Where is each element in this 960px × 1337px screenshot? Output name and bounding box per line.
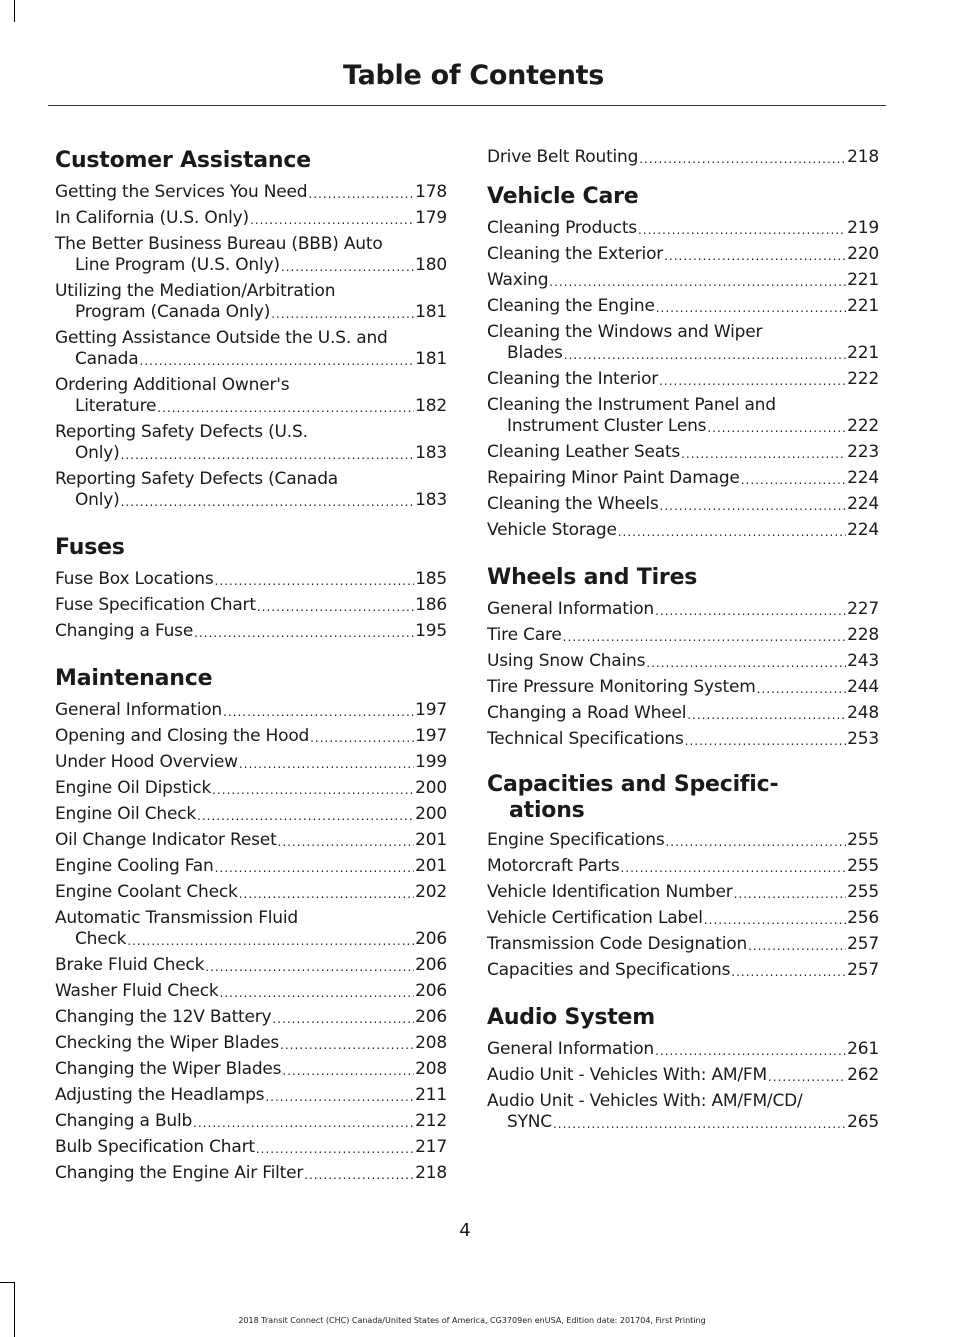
toc-entry-text: Engine Coolant Check xyxy=(55,882,238,902)
dot-leader xyxy=(282,1062,414,1080)
dot-leader xyxy=(681,445,846,463)
toc-entry-text: Literature xyxy=(75,396,157,416)
section-vehicle-care xyxy=(487,182,879,541)
toc-entry-page: 228 xyxy=(847,625,879,645)
dot-leader xyxy=(250,211,414,229)
dot-leader xyxy=(197,807,414,825)
toc-entry-page: 180 xyxy=(415,255,447,275)
dot-leader xyxy=(140,352,415,370)
toc-entry-text: Vehicle Storage xyxy=(487,520,617,540)
dot-leader xyxy=(310,729,414,747)
toc-entry-text: Blades xyxy=(507,343,563,363)
dot-leader xyxy=(768,1068,846,1086)
toc-entry-text: Checking the Wiper Blades xyxy=(55,1033,280,1053)
toc-entry-page: 227 xyxy=(847,599,879,619)
toc-entry[interactable] xyxy=(487,882,879,903)
toc-entry-page: 261 xyxy=(847,1039,879,1059)
toc-entry-multiline[interactable] xyxy=(55,422,447,464)
toc-entry-text: Changing the Engine Air Filter xyxy=(55,1163,304,1183)
toc-entry[interactable] xyxy=(487,830,879,851)
toc-entry[interactable] xyxy=(55,1059,447,1080)
toc-entry-page: 243 xyxy=(847,651,879,671)
toc-entry-page: 220 xyxy=(847,244,879,264)
toc-entry[interactable] xyxy=(55,700,447,721)
toc-entry-text: Vehicle Certification Label xyxy=(487,908,703,928)
toc-entry[interactable] xyxy=(487,343,879,364)
toc-entry-page: 181 xyxy=(415,302,447,322)
toc-entry-text-line1: Getting Assistance Outside the U.S. and xyxy=(55,328,388,348)
toc-entry[interactable] xyxy=(487,369,879,390)
toc-entry-page: 212 xyxy=(415,1111,447,1131)
toc-entry-page: 218 xyxy=(847,147,879,167)
toc-entry-page: 183 xyxy=(415,490,447,510)
toc-entry-multiline[interactable] xyxy=(55,281,447,323)
toc-entry[interactable] xyxy=(55,1111,447,1132)
dot-leader xyxy=(620,859,846,877)
dot-leader xyxy=(193,1114,414,1132)
toc-entry[interactable] xyxy=(55,856,447,877)
dot-leader xyxy=(220,984,415,1002)
toc-entry-page: 257 xyxy=(847,934,879,954)
toc-entry[interactable] xyxy=(55,981,447,1002)
toc-entry[interactable] xyxy=(487,520,879,541)
toc-entry-text: Waxing xyxy=(487,270,549,290)
toc-entry-page: 223 xyxy=(847,442,879,462)
toc-entry-text-line1: Cleaning the Windows and Wiper xyxy=(487,322,763,342)
dot-leader xyxy=(656,299,846,317)
toc-entry[interactable] xyxy=(55,349,447,370)
toc-entry-page: 255 xyxy=(847,856,879,876)
toc-entry-text: Cleaning Products xyxy=(487,218,637,238)
crop-mark-top-left xyxy=(14,0,15,22)
crop-mark-bottom-left-h xyxy=(0,1282,14,1283)
toc-entry[interactable] xyxy=(487,296,879,317)
toc-entry-text: Using Snow Chains xyxy=(487,651,646,671)
toc-entry-text: SYNC xyxy=(507,1112,552,1132)
toc-entry-page: 255 xyxy=(847,830,879,850)
dot-leader xyxy=(664,247,846,265)
toc-entry-page: 265 xyxy=(847,1112,879,1132)
left-column xyxy=(55,146,447,1206)
toc-entry[interactable] xyxy=(55,1163,447,1184)
dot-leader xyxy=(734,885,847,903)
section-wheels-tires xyxy=(487,563,879,750)
toc-entry-text: General Information xyxy=(55,700,223,720)
toc-entry[interactable] xyxy=(487,270,879,291)
toc-entry-text: Cleaning the Exterior xyxy=(487,244,664,264)
dot-leader xyxy=(215,859,415,877)
toc-entry[interactable] xyxy=(55,1137,447,1158)
toc-entry-text: Motorcraft Parts xyxy=(487,856,620,876)
dot-leader xyxy=(646,654,846,672)
section-fuses xyxy=(55,533,447,642)
section-heading xyxy=(487,772,879,824)
toc-entry-text-line1: Reporting Safety Defects (U.S. xyxy=(55,422,308,442)
crop-mark-bottom-left xyxy=(14,1282,15,1337)
toc-entry[interactable] xyxy=(487,729,879,750)
toc-entry[interactable] xyxy=(55,882,447,903)
toc-entry-text: Repairing Minor Paint Damage xyxy=(487,468,740,488)
dot-leader xyxy=(660,497,847,515)
toc-entry-text: Program (Canada Only) xyxy=(75,302,271,322)
toc-entry-text: Engine Specifications xyxy=(487,830,665,850)
toc-entry-text: Only) xyxy=(75,443,120,463)
footer-edition: 2018 Transit Connect (CHC) Canada/United States of America, CG3709en enUSA, Edition date: 201704, First Printing xyxy=(238,1316,706,1325)
toc-entry-page: 200 xyxy=(415,804,447,824)
dot-leader xyxy=(553,1115,846,1133)
toc-entry[interactable] xyxy=(487,442,879,463)
toc-entry-page: 181 xyxy=(415,349,447,369)
toc-entry-page: 211 xyxy=(415,1085,447,1105)
toc-entry[interactable] xyxy=(55,752,447,773)
section-capacities xyxy=(487,772,879,981)
dot-leader xyxy=(659,372,846,390)
toc-entry-text: Fuse Specification Chart xyxy=(55,595,256,615)
dot-leader xyxy=(655,602,846,620)
dot-leader xyxy=(121,493,415,511)
toc-entry-text: General Information xyxy=(487,599,655,619)
toc-entry-text: Changing a Fuse xyxy=(55,621,194,641)
toc-entry[interactable] xyxy=(55,1085,447,1106)
toc-entry-page: 256 xyxy=(847,908,879,928)
toc-entry-page: 206 xyxy=(415,1007,447,1027)
dot-leader xyxy=(704,911,846,929)
toc-entry-text-line1: Ordering Additional Owner's xyxy=(55,375,290,395)
toc-entry-multiline[interactable] xyxy=(487,395,879,437)
dot-leader xyxy=(271,305,414,323)
dot-leader xyxy=(205,958,414,976)
toc-entry[interactable] xyxy=(55,778,447,799)
toc-entry[interactable] xyxy=(487,703,879,724)
toc-entry[interactable] xyxy=(55,621,447,642)
dot-leader xyxy=(280,1036,414,1054)
toc-entry-multiline[interactable] xyxy=(55,328,447,370)
dot-leader xyxy=(239,885,415,903)
toc-entry-page: 206 xyxy=(415,955,447,975)
dot-leader xyxy=(281,258,414,276)
dot-leader xyxy=(257,598,414,616)
toc-entry-text-line1: The Better Business Bureau (BBB) Auto xyxy=(55,234,383,254)
toc-entry[interactable] xyxy=(487,960,879,981)
toc-entry-text: Check xyxy=(75,929,127,949)
toc-entry[interactable] xyxy=(487,494,879,515)
toc-entry-page: 206 xyxy=(415,929,447,949)
page-number: 4 xyxy=(459,1220,471,1241)
toc-entry-page: 208 xyxy=(415,1059,447,1079)
title-rule xyxy=(48,105,886,106)
toc-entry[interactable] xyxy=(487,1065,879,1086)
toc-entry[interactable] xyxy=(55,1007,447,1028)
toc-entry-page: 255 xyxy=(847,882,879,902)
toc-entry-page: 253 xyxy=(847,729,879,749)
toc-entry[interactable] xyxy=(55,955,447,976)
section-maintenance xyxy=(55,664,447,1184)
toc-entry-text: Technical Specifications xyxy=(487,729,684,749)
toc-entry-page: 208 xyxy=(415,1033,447,1053)
toc-entry-text: Changing the Wiper Blades xyxy=(55,1059,282,1079)
toc-entry-page: 179 xyxy=(415,208,447,228)
toc-entry[interactable] xyxy=(55,1033,447,1054)
section-heading: Maintenance xyxy=(55,666,213,691)
toc-entry-page: 199 xyxy=(415,752,447,772)
dot-leader xyxy=(223,703,414,721)
dot-leader xyxy=(638,221,846,239)
toc-entry-page: 197 xyxy=(415,700,447,720)
dot-leader xyxy=(741,471,846,489)
dot-leader xyxy=(121,446,415,464)
dot-leader xyxy=(665,833,846,851)
dot-leader xyxy=(256,1140,414,1158)
dot-leader xyxy=(278,833,415,851)
dot-leader xyxy=(127,932,414,950)
toc-entry[interactable] xyxy=(487,1112,879,1133)
toc-entry-text: Capacities and Specifications xyxy=(487,960,731,980)
toc-entry-page: 222 xyxy=(847,369,879,389)
section-audio xyxy=(487,1003,879,1133)
toc-entry-page: 217 xyxy=(415,1137,447,1157)
toc-entry-page: 201 xyxy=(415,856,447,876)
toc-entry[interactable] xyxy=(55,595,447,616)
dot-leader xyxy=(618,523,846,541)
toc-entry[interactable] xyxy=(487,856,879,877)
toc-entry-text-line1: Cleaning the Instrument Panel and xyxy=(487,395,776,415)
toc-entry-text: Instrument Cluster Lens xyxy=(507,416,707,436)
section-heading-line1: Capacities and Specific- xyxy=(487,772,779,797)
dot-leader xyxy=(731,963,846,981)
dot-leader xyxy=(563,628,847,646)
toc-entry-text: Only) xyxy=(75,490,120,510)
toc-entry[interactable] xyxy=(487,908,879,929)
toc-entry-text: Getting the Services You Need xyxy=(55,182,308,202)
toc-entry-page: 195 xyxy=(415,621,447,641)
section-top xyxy=(487,147,879,168)
toc-entry-text: Audio Unit - Vehicles With: AM/FM xyxy=(487,1065,767,1085)
dot-leader xyxy=(685,732,846,750)
toc-entry-multiline[interactable] xyxy=(487,1091,879,1133)
toc-entry-page: 262 xyxy=(847,1065,879,1085)
right-column xyxy=(487,147,879,1155)
toc-entry-page: 224 xyxy=(847,468,879,488)
toc-entry[interactable] xyxy=(487,218,879,239)
toc-entry[interactable] xyxy=(55,569,447,590)
toc-entry[interactable] xyxy=(55,726,447,747)
toc-entry-text: Bulb Specification Chart xyxy=(55,1137,255,1157)
dot-leader xyxy=(272,1010,414,1028)
toc-entry-page: 257 xyxy=(847,960,879,980)
toc-entry-text: Vehicle Identification Number xyxy=(487,882,733,902)
toc-entry[interactable] xyxy=(55,208,447,229)
toc-entry-text: Fuse Box Locations xyxy=(55,569,214,589)
toc-entry[interactable] xyxy=(487,468,879,489)
toc-entry[interactable] xyxy=(487,244,879,265)
toc-entry-page: 244 xyxy=(847,677,879,697)
dot-leader xyxy=(707,419,846,437)
toc-entry[interactable] xyxy=(55,804,447,825)
toc-entry-multiline[interactable] xyxy=(55,908,447,950)
dot-leader xyxy=(748,937,846,955)
toc-entry[interactable] xyxy=(487,934,879,955)
section-heading: Audio System xyxy=(487,1005,655,1030)
section-heading: Fuses xyxy=(55,535,125,560)
toc-entry-page: 222 xyxy=(847,416,879,436)
toc-entry-text: Washer Fluid Check xyxy=(55,981,219,1001)
toc-entry-text: Cleaning Leather Seats xyxy=(487,442,681,462)
toc-entry-page: 224 xyxy=(847,494,879,514)
toc-entry[interactable] xyxy=(55,490,447,511)
toc-entry-page: 206 xyxy=(415,981,447,1001)
toc-entry[interactable] xyxy=(487,1039,879,1060)
toc-entry[interactable] xyxy=(487,677,879,698)
section-heading: Customer Assistance xyxy=(55,148,311,173)
dot-leader xyxy=(215,572,415,590)
toc-entry[interactable] xyxy=(55,929,447,950)
toc-entry-text: Cleaning the Interior xyxy=(487,369,659,389)
section-heading: Wheels and Tires xyxy=(487,565,698,590)
section-heading: Vehicle Care xyxy=(487,184,639,209)
toc-entry[interactable] xyxy=(487,651,879,672)
dot-leader xyxy=(639,150,846,168)
toc-entry[interactable] xyxy=(55,255,447,276)
toc-entry-page: 248 xyxy=(847,703,879,723)
toc-entry-page: 218 xyxy=(415,1163,447,1183)
toc-entry-page: 201 xyxy=(415,830,447,850)
toc-entry-page: 224 xyxy=(847,520,879,540)
toc-entry-text: Engine Cooling Fan xyxy=(55,856,214,876)
toc-entry-text: Cleaning the Engine xyxy=(487,296,655,316)
toc-entry-text: Tire Pressure Monitoring System xyxy=(487,677,756,697)
toc-entry-text-line1: Audio Unit - Vehicles With: AM/FM/CD/ xyxy=(487,1091,803,1111)
toc-entry[interactable] xyxy=(55,396,447,417)
toc-entry-multiline[interactable] xyxy=(55,469,447,511)
dot-leader xyxy=(157,399,414,417)
toc-entry[interactable] xyxy=(55,182,447,203)
dot-leader xyxy=(687,706,846,724)
section-heading-line2: ations xyxy=(509,798,585,823)
toc-entry-page: 221 xyxy=(847,343,879,363)
toc-entry-text: Canada xyxy=(75,349,139,369)
toc-entry-text: In California (U.S. Only) xyxy=(55,208,249,228)
toc-entry[interactable] xyxy=(487,416,879,437)
toc-entry-page: 200 xyxy=(415,778,447,798)
toc-entry[interactable] xyxy=(55,443,447,464)
toc-entry-multiline[interactable] xyxy=(55,234,447,276)
page-title: Table of Contents xyxy=(342,60,604,91)
dot-leader xyxy=(265,1088,414,1106)
toc-entry-page: 182 xyxy=(415,396,447,416)
toc-entry[interactable] xyxy=(487,625,879,646)
dot-leader xyxy=(212,781,414,799)
toc-entry-text-line1: Utilizing the Mediation/Arbitration xyxy=(55,281,336,301)
toc-entry-text: General Information xyxy=(487,1039,655,1059)
dot-leader xyxy=(304,1166,414,1184)
dot-leader xyxy=(194,624,414,642)
dot-leader xyxy=(655,1042,846,1060)
toc-entry-page: 185 xyxy=(415,569,447,589)
toc-entry-text: Changing a Bulb xyxy=(55,1111,193,1131)
toc-entry-text: Engine Oil Check xyxy=(55,804,196,824)
toc-entry-page: 202 xyxy=(415,882,447,902)
toc-entry[interactable] xyxy=(487,599,879,620)
toc-entry-text: Under Hood Overview xyxy=(55,752,238,772)
toc-entry-text: Drive Belt Routing xyxy=(487,147,639,167)
toc-entry-text: Tire Care xyxy=(487,625,562,645)
toc-entry-text: Cleaning the Wheels xyxy=(487,494,659,514)
toc-entry-text: Opening and Closing the Hood xyxy=(55,726,310,746)
toc-entry-text: Line Program (U.S. Only) xyxy=(75,255,280,275)
toc-entry-text: Oil Change Indicator Reset xyxy=(55,830,277,850)
toc-entry-text: Changing a Road Wheel xyxy=(487,703,687,723)
toc-entry-page: 197 xyxy=(415,726,447,746)
toc-entry-text: Transmission Code Designation xyxy=(487,934,748,954)
toc-entry-page: 219 xyxy=(847,218,879,238)
toc-entry-text: Engine Oil Dipstick xyxy=(55,778,212,798)
toc-entry-text-line1: Automatic Transmission Fluid xyxy=(55,908,299,928)
toc-entry-text: Changing the 12V Battery xyxy=(55,1007,272,1027)
toc-entry-multiline[interactable] xyxy=(55,375,447,417)
toc-entry-page: 186 xyxy=(415,595,447,615)
dot-leader xyxy=(757,680,847,698)
toc-entry-page: 221 xyxy=(847,296,879,316)
toc-entry-multiline[interactable] xyxy=(487,322,879,364)
dot-leader xyxy=(239,755,414,773)
toc-entry-text-line1: Reporting Safety Defects (Canada xyxy=(55,469,339,489)
toc-entry-page: 221 xyxy=(847,270,879,290)
toc-entry[interactable] xyxy=(487,147,879,168)
dot-leader xyxy=(308,185,414,203)
toc-entry-page: 178 xyxy=(415,182,447,202)
toc-entry[interactable] xyxy=(55,830,447,851)
toc-entry[interactable] xyxy=(55,302,447,323)
section-customer-assistance xyxy=(55,146,447,511)
dot-leader xyxy=(549,273,846,291)
toc-entry-text: Adjusting the Headlamps xyxy=(55,1085,265,1105)
toc-entry-page: 183 xyxy=(415,443,447,463)
dot-leader xyxy=(564,346,846,364)
toc-entry-text: Brake Fluid Check xyxy=(55,955,205,975)
